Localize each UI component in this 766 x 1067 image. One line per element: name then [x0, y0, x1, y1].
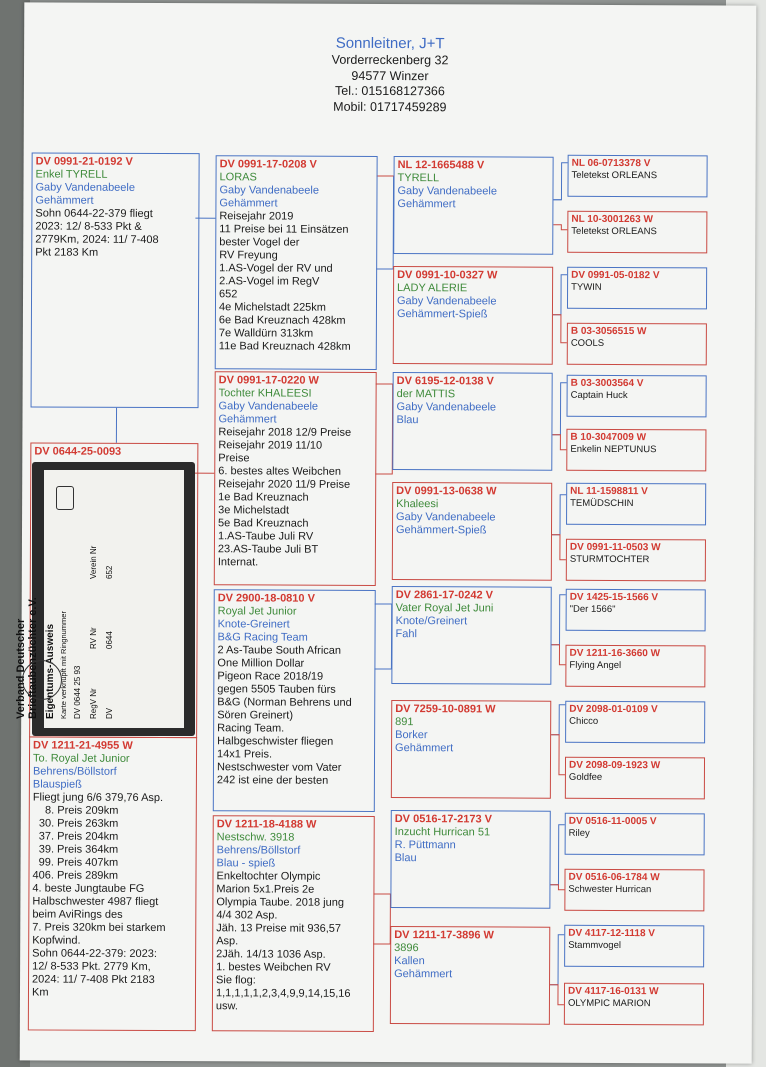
gen2-name: Royal Jet Junior	[217, 605, 297, 618]
gen4-name: Flying Angel	[569, 659, 622, 672]
gen2-ring: DV 0991-17-0208 V	[219, 158, 317, 171]
gen2-desc-line: 11e Bad Kreuznach 428km	[218, 340, 351, 353]
gen3-breeder: Borker	[395, 729, 428, 742]
gen2-color: Blau - spieß	[216, 857, 276, 870]
gen4-name: Enkelin NEPTUNUS	[570, 443, 657, 456]
subject-breeder: Gaby Vandenabeele	[35, 181, 136, 194]
gen2-desc-line: 2 As-Taube South African	[217, 644, 342, 657]
gen2-desc-line: Olympia Taube. 2018 jung	[216, 896, 345, 909]
subject-desc-line: Pkt 2183 Km	[35, 246, 99, 259]
gen4-name: Teletekst ORLEANS	[571, 169, 658, 182]
gen4-ring: NL 06-0713378 V	[571, 157, 651, 170]
gen2-desc-line: Reisejahr 2019 11/10	[218, 439, 323, 452]
gen2-desc-line: Reisejahr 2019	[219, 210, 294, 223]
gen2-box-1	[215, 155, 378, 370]
gen4-ring: NL 10-3001263 W	[571, 213, 653, 226]
gen4-box-6	[566, 429, 706, 472]
gen4-ring: DV 0516-06-1784 W	[568, 871, 660, 884]
breeder-tel: Tel.: 015168127366	[334, 83, 445, 99]
gen3-name: 3896	[394, 942, 419, 955]
mother-desc-line: Fliegt jung 6/6 379,76 Asp.	[32, 791, 164, 805]
gen2-ring: DV 0991-17-0220 W	[218, 374, 319, 387]
mother-desc-line: 406. Preis 289km	[32, 869, 119, 882]
gen2-desc-line: usw.	[215, 1000, 238, 1013]
gen4-box-3	[567, 267, 707, 310]
mother-desc-line: Km	[31, 986, 49, 999]
gen3-color: Blau	[396, 414, 419, 427]
gen4-ring: DV 1425-15-1566 V	[569, 591, 659, 604]
gen3-name: der MATTIS	[396, 388, 456, 401]
gen4-name: Stammvogel	[568, 939, 622, 952]
gen2-desc-line: Halbgeschwister fliegen	[217, 735, 334, 748]
gen2-desc-line: 2Jäh. 14/13 1036 Asp.	[216, 948, 326, 961]
gen4-box-7	[566, 483, 706, 526]
gen3-breeder: Gaby Vandenabeele	[396, 401, 497, 414]
gen2-breeder: Gaby Vandenabeele	[219, 184, 320, 197]
gen3-box-3	[392, 372, 552, 471]
card-number: DV 0644 25 93	[73, 665, 82, 719]
subject-ring: DV 0991-21-0192 V	[35, 155, 133, 168]
gen4-name: OLYMPIC MARION	[567, 997, 651, 1010]
gen3-ring: DV 0991-10-0327 W	[397, 269, 498, 282]
gen4-ring: B 10-3047009 W	[570, 431, 647, 444]
gen3-color: Gehämmert-Spieß	[396, 308, 488, 321]
gen2-desc-line: Sören Greinert)	[217, 709, 294, 722]
gen3-box-2	[393, 266, 553, 365]
gen2-desc-line: Pigeon Race 2018/19	[217, 670, 324, 683]
gen3-ring: DV 7259-10-0891 W	[395, 703, 496, 716]
gen2-desc-line: Nestschwester vom Vater	[216, 761, 342, 774]
gen4-ring: DV 4117-16-0131 W	[567, 985, 659, 998]
gen2-desc-line: 6e Bad Kreuznach 428km	[218, 314, 346, 327]
gen2-desc-line: Reisejahr 2018 12/9 Preise	[218, 426, 352, 439]
gen2-desc-line: 3e Michelstadt	[218, 504, 290, 517]
card-val-rv: 0644	[105, 631, 114, 649]
subject-desc-line: 2023: 12/ 8-533 Pkt &	[35, 220, 142, 233]
gen3-ring: DV 2861-17-0242 V	[395, 589, 493, 602]
gen2-desc-line: Reisejahr 2020 11/9 Preise	[218, 478, 351, 491]
gen3-name: Inzucht Hurrican 51	[394, 826, 491, 839]
gen4-box-9	[566, 589, 706, 632]
card-col-regv: RegV Nr	[89, 688, 98, 719]
gen2-breeder: Behrens/Böllstorf	[216, 844, 301, 857]
gen3-color: Gehämmert	[397, 198, 456, 211]
mother-desc-line: 8. Preis 209km	[32, 804, 119, 817]
gen2-breeder: Gaby Vandenabeele	[218, 400, 319, 413]
gen4-box-13	[565, 813, 705, 856]
gen2-desc-line: 1.AS-Vogel der RV und	[219, 262, 333, 275]
breeder-mobil: Mobil: 01717459289	[333, 99, 447, 114]
gen4-box-12	[565, 757, 705, 800]
gen2-breeder: Knote-Greinert	[217, 618, 290, 631]
gen3-box-6	[391, 700, 551, 799]
gen2-desc-line: 11 Preise bei 11 Einsätzen	[219, 223, 349, 236]
gen3-box-1	[393, 156, 553, 255]
gen4-ring: DV 2098-01-0109 V	[569, 703, 658, 716]
gen4-name: Teletekst ORLEANS	[571, 225, 657, 238]
card-subtitle: Karte verknüpft mit Ringnummer	[59, 611, 68, 719]
gen4-ring: NL 11-1598811 V	[570, 485, 648, 498]
gen2-desc-line: 652	[219, 288, 238, 301]
card-table	[73, 519, 133, 719]
gen4-name: TEMÜDSCHIN	[570, 497, 634, 510]
gen2-name: LORAS	[219, 171, 257, 184]
gen2-color: Gehämmert	[218, 413, 277, 426]
gen4-name: TYWIN	[571, 281, 602, 293]
gen3-box-4	[392, 482, 552, 581]
gen4-box-5	[567, 375, 707, 418]
gen3-name: TYRELL	[397, 172, 440, 185]
gen4-ring: B 03-3056515 W	[570, 325, 647, 338]
gen2-box-2	[214, 371, 377, 586]
gen2-name: Nestschw. 3918	[216, 831, 295, 844]
card-val-regv: DV	[105, 707, 114, 719]
mother-desc-line: 4. beste Jungtaube FG	[32, 882, 145, 895]
breeder-street: Vorderreckenberg 32	[331, 52, 449, 68]
card-title-line2: Brieftaubenzüchter e.V.	[27, 597, 39, 719]
gen2-desc-line: Marion 5x1.Preis 2e	[216, 883, 315, 896]
gen2-desc-line: Racing Team.	[217, 722, 285, 735]
gen4-ring: DV 2098-09-1923 W	[568, 759, 661, 772]
gen4-name: STURMTOCHTER	[569, 553, 650, 566]
card-col-rv: RV Nr	[89, 627, 98, 649]
subject-color: Gehämmert	[35, 194, 94, 207]
mother-desc-line: 99. Preis 407km	[32, 856, 119, 869]
mother-breeder: Behrens/Böllstorf	[32, 765, 117, 778]
gen2-desc-line: 4/4 302 Asp.	[216, 909, 278, 922]
gen3-breeder: Gaby Vandenabeele	[396, 511, 496, 524]
gen3-ring: DV 6195-12-0138 V	[396, 375, 494, 388]
gen2-desc-line: 4e Michelstadt 225km	[218, 301, 327, 314]
gen3-name: LADY ALERIE	[397, 282, 468, 295]
gen4-name: COOLS	[570, 337, 605, 349]
gen2-desc-line: 23.AS-Taube Juli BT	[217, 543, 319, 556]
gen3-box-7	[390, 810, 550, 909]
gen2-desc-line: Internat.	[217, 556, 259, 569]
gen2-box-3	[213, 589, 376, 812]
gen2-desc-line: 7e Walldürn 313km	[218, 327, 314, 340]
mother-desc-line: 39. Preis 364km	[32, 843, 119, 856]
card-col-verein: Verein Nr	[89, 545, 98, 579]
subject-box	[31, 152, 200, 408]
father-ring: DV 0644-25-0093	[34, 445, 122, 458]
gen4-box-15	[564, 925, 704, 968]
gen3-breeder: Gaby Vandenabeele	[397, 185, 498, 198]
gen2-desc-line: 5e Bad Kreuznach	[218, 517, 309, 530]
gen2-desc-line: Sie flog:	[216, 974, 256, 987]
gen3-name: Khaleesi	[396, 498, 439, 511]
mother-ring: DV 1211-21-4955 W	[33, 739, 133, 752]
gen2-desc-line: 2.AS-Vogel im RegV	[219, 275, 320, 288]
card-seal-icon	[22, 660, 62, 700]
gen4-name: Captain Huck	[570, 389, 628, 402]
gen2-desc-line: Enkeltochter Olympic	[216, 870, 321, 883]
gen4-name: Goldfee	[568, 771, 603, 783]
card-heading: Eigentums-Ausweis	[45, 623, 56, 719]
gen2-color: B&G Racing Team	[217, 631, 308, 644]
mother-desc-line: beim AviRings des	[32, 908, 123, 921]
mother-desc-line: Halbschwester 4987 fliegt	[32, 895, 159, 909]
gen3-ring: NL 12-1665488 V	[397, 159, 485, 172]
gen2-desc-line: gegen 5505 Tauben fürs	[217, 683, 336, 696]
mother-name: To. Royal Jet Junior	[32, 752, 130, 765]
gen3-color: Fahl	[395, 628, 417, 641]
gen4-ring: DV 0516-11-0005 V	[568, 815, 657, 828]
gen4-ring: B 03-3003564 V	[570, 377, 644, 390]
subject-desc-line: 2779Km, 2024: 11/ 7-408	[35, 233, 159, 246]
gen4-ring: DV 0991-11-0503 W	[569, 541, 661, 554]
gen2-desc-line: RV Freyung	[219, 249, 278, 262]
gen3-breeder: Kallen	[394, 955, 425, 968]
gen4-box-16	[564, 983, 704, 1026]
mother-box	[28, 736, 197, 1031]
gen2-desc-line: B&G (Norman Behrens und	[217, 696, 352, 709]
gen3-name: Vater Royal Jet Juni	[395, 602, 494, 615]
mother-desc-line: Kopfwind.	[32, 934, 81, 947]
breeder-name: Sonnleitner, J+T	[335, 34, 445, 53]
gen3-color: Gehämmert-Spieß	[395, 524, 487, 537]
gen2-desc-line: 1. bestes Weibchen RV	[216, 961, 331, 974]
gen3-box-5	[391, 586, 551, 685]
gen3-ring: DV 0991-13-0638 W	[396, 485, 497, 498]
gen2-name: Tochter KHALEESI	[218, 387, 312, 400]
gen2-desc-line: bester Vogel der	[219, 236, 300, 249]
gen4-box-11	[565, 701, 705, 744]
breeder-city: 94577 Winzer	[351, 68, 429, 83]
gen4-name: Schwester Hurrican	[568, 883, 652, 896]
mother-color: Blauspieß	[32, 778, 82, 791]
gen2-desc-line: Preise	[218, 452, 250, 465]
gen2-ring: DV 1211-18-4188 W	[216, 818, 317, 831]
mother-desc-line: 7. Preis 320km bei starkem	[32, 921, 166, 935]
gen3-breeder: Knote/Greinert	[395, 615, 468, 628]
gen2-desc-line: 14x1 Preis.	[217, 748, 273, 761]
gen4-ring: DV 4117-12-1118 V	[568, 927, 656, 940]
gen4-box-2	[567, 211, 707, 254]
mother-desc-line: 12/ 8-533 Pkt. 2779 Km,	[32, 960, 151, 973]
mother-desc-line: 37. Preis 204km	[32, 830, 119, 843]
gen4-name: "Der 1566"	[569, 603, 616, 615]
gen2-desc-line: 6. bestes altes Weibchen	[218, 465, 341, 478]
gen4-name: Chicco	[569, 715, 599, 727]
gen4-ring: DV 1211-16-3660 W	[569, 647, 661, 660]
gen2-desc-line: One Million Dollar	[217, 657, 305, 670]
gen2-desc-line: 242 ist eine der besten	[216, 774, 329, 787]
subject-desc-line: Sohn 0644-22-379 fliegt	[35, 207, 153, 220]
mother-desc-line: Sohn 0644-22-379: 2023:	[32, 947, 157, 960]
mother-desc-line: 30. Preis 263km	[32, 817, 119, 830]
gen3-breeder: R. Püttmann	[394, 839, 456, 852]
gen3-box-8	[390, 926, 550, 1025]
gen3-ring: DV 0516-17-2173 V	[394, 813, 493, 826]
gen4-box-8	[566, 539, 706, 582]
gen3-ring: DV 1211-17-3896 W	[394, 929, 494, 942]
card-val-verein: 652	[105, 565, 114, 579]
gen2-color: Gehämmert	[219, 197, 278, 210]
gen2-desc-line: 1e Bad Kreuznach	[218, 491, 309, 504]
card-title-line1: Verband Deutscher	[15, 618, 27, 719]
gen4-box-14	[564, 869, 704, 912]
gen4-box-10	[565, 645, 705, 688]
gen4-ring: DV 0991-05-0182 V	[571, 269, 660, 282]
subject-name: Enkel TYRELL	[35, 168, 108, 181]
gen2-desc-line: 1,1,1,1,1,2,3,4,9,9,14,15,16	[215, 987, 351, 1000]
gen4-name: Riley	[568, 827, 590, 839]
gen2-desc-line: 1.AS-Taube Juli RV	[217, 530, 314, 543]
gen3-color: Gehämmert	[395, 742, 454, 755]
gen2-ring: DV 2900-18-0810 V	[217, 592, 315, 605]
gen2-box-4	[212, 815, 375, 1032]
mother-desc-line: 2024: 11/ 7-408 Pkt 2183	[32, 973, 155, 986]
gen4-box-4	[567, 323, 707, 366]
gen3-breeder: Gaby Vandenabeele	[396, 295, 497, 308]
gen4-box-1	[567, 155, 707, 198]
gen2-desc-line: Asp.	[216, 935, 239, 948]
gen2-desc-line: Jäh. 13 Preise mit 936,57	[216, 922, 342, 935]
gen3-color: Gehämmert	[394, 968, 453, 981]
gen3-color: Blau	[394, 852, 417, 865]
gen3-name: 891	[395, 716, 414, 729]
